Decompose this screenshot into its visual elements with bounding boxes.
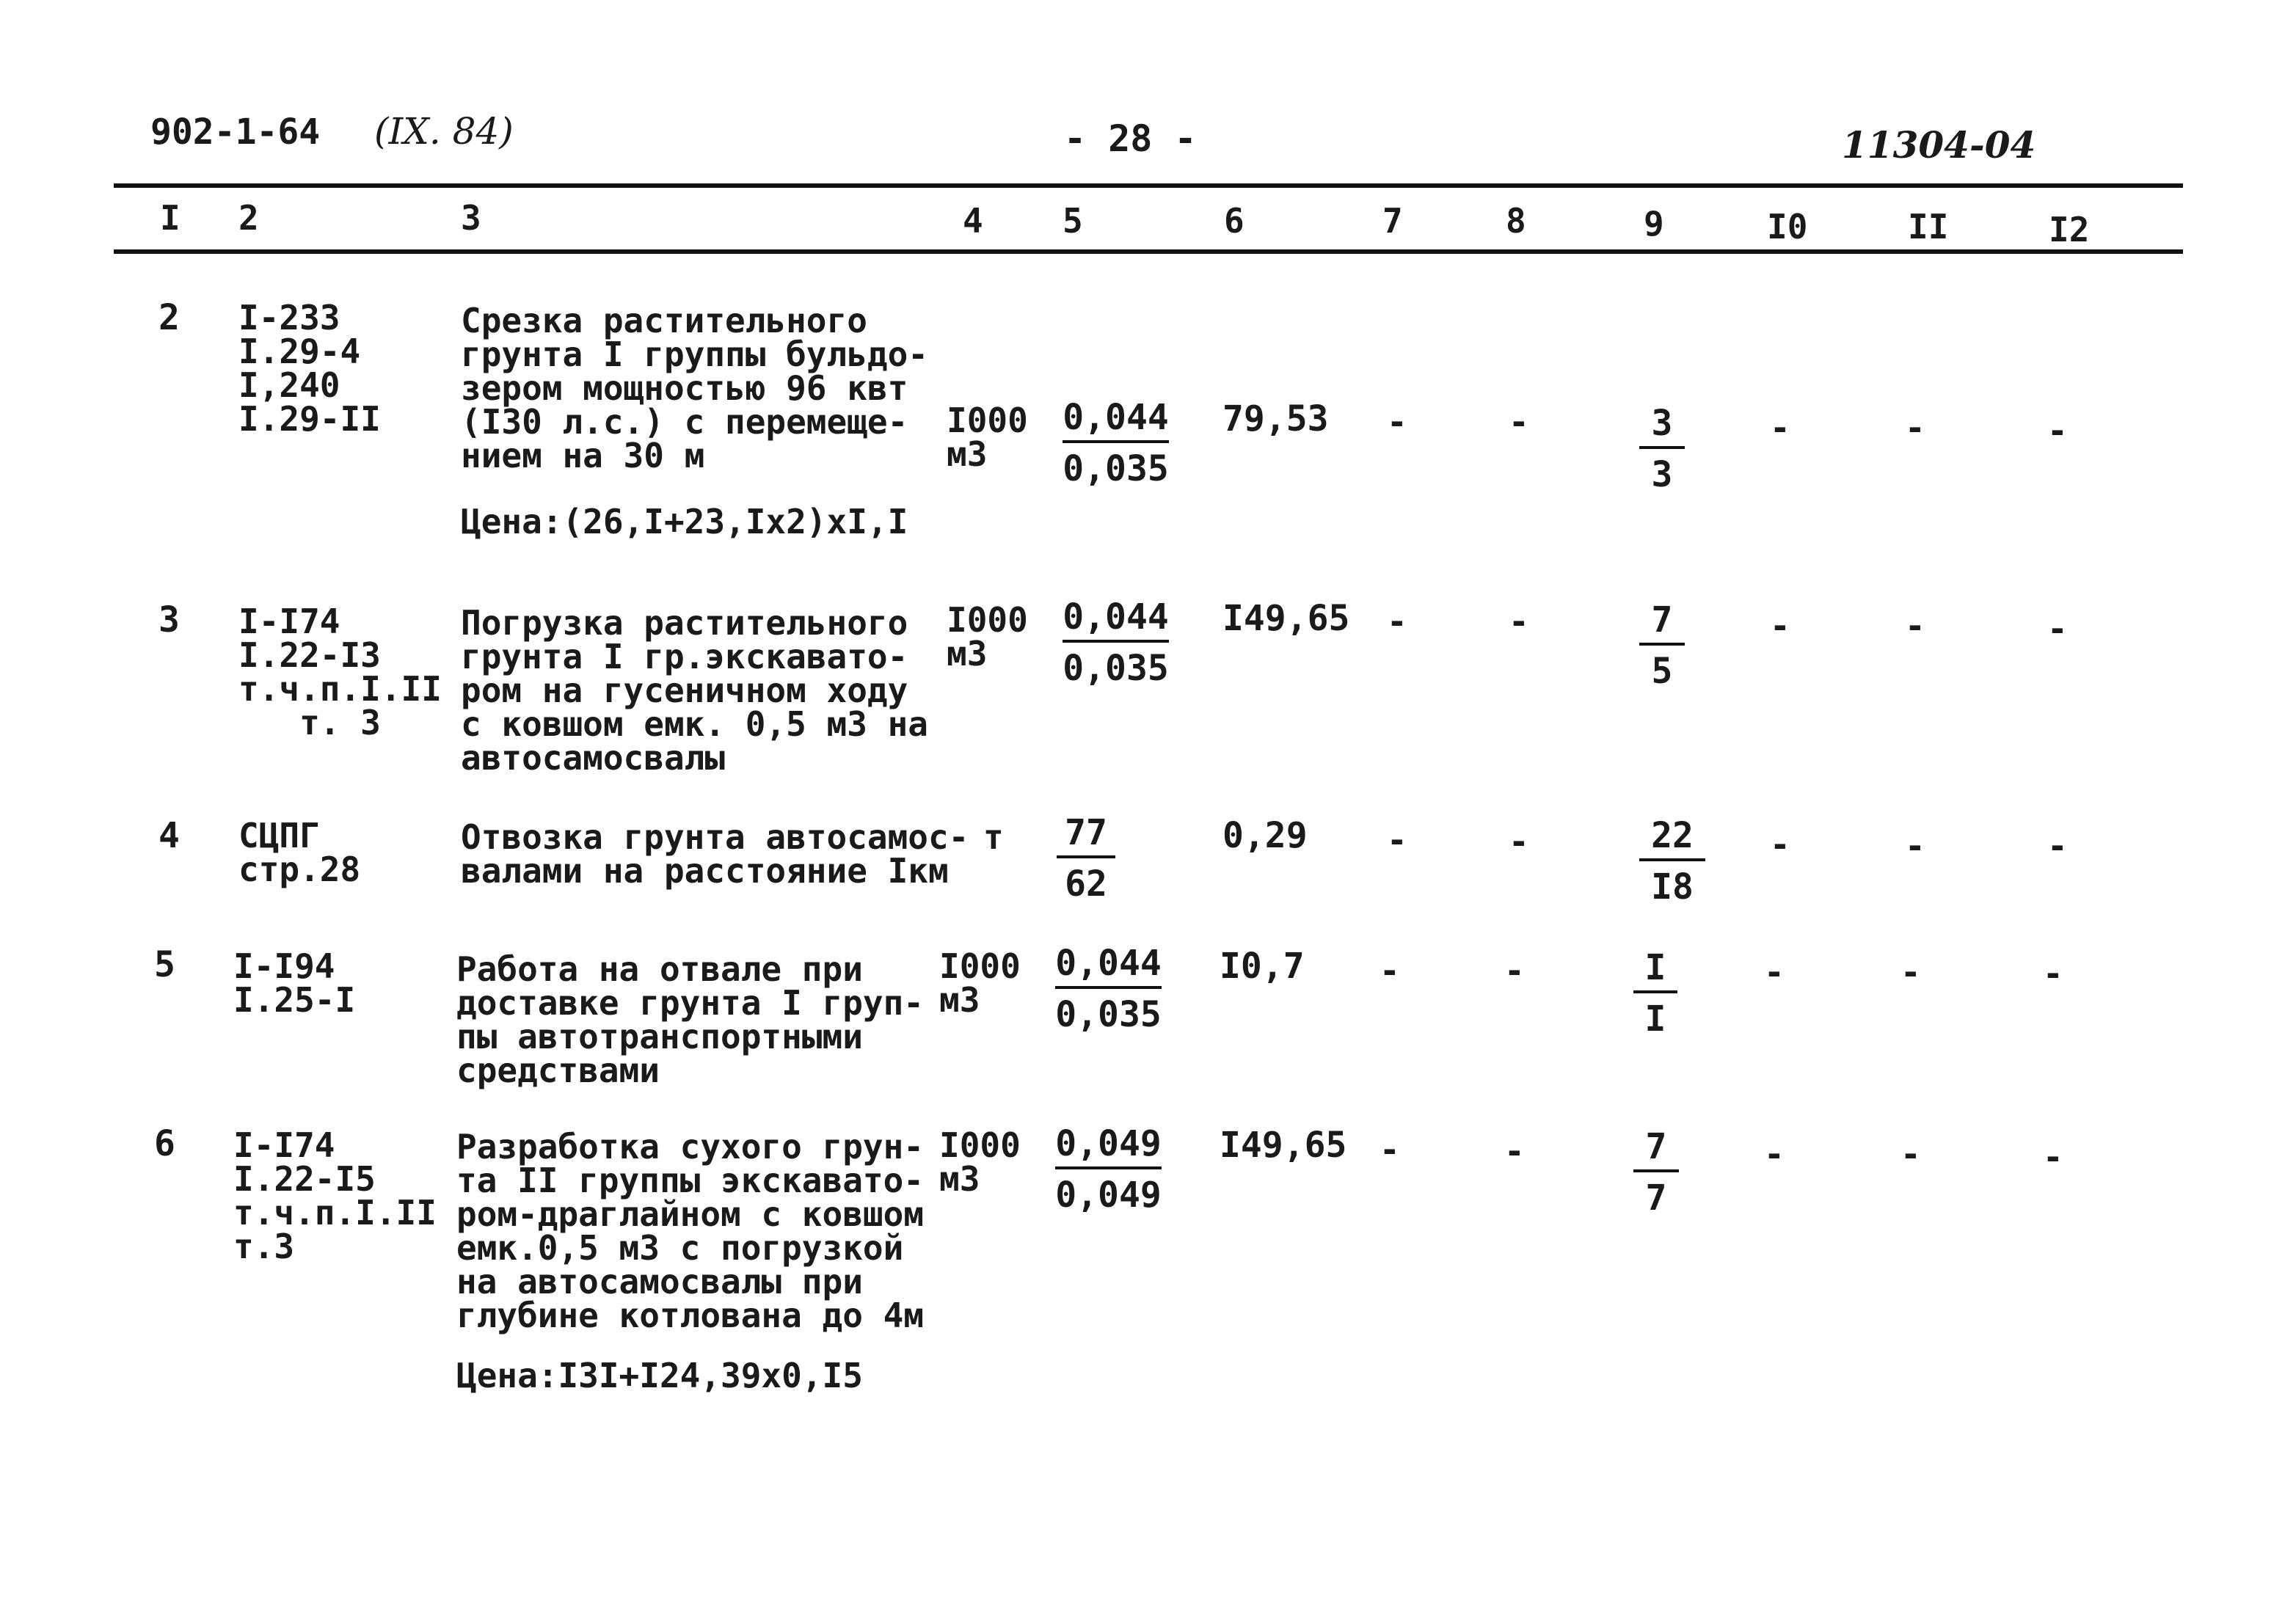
row-code: I-I74 I.22-I3 т.ч.п.I.II т. 3 [238, 602, 442, 742]
col8-value: - [1504, 1131, 1525, 1171]
row-unit: I000 м3 [947, 401, 1028, 474]
row-price-note: Цена:(26,I+23,Ix2)xI,I [461, 502, 908, 541]
col8-value: - [1509, 602, 1529, 641]
fraction-bar [1633, 990, 1677, 993]
row-number: 3 [158, 599, 180, 640]
page-number: - 28 - [1064, 117, 1197, 160]
col9-fraction [1639, 599, 1685, 693]
date-note: (IX. 84) [374, 110, 514, 153]
row-price-note: Цена:I3I+I24,39x0,I5 [456, 1356, 863, 1395]
col5-denominator: 62 [1065, 863, 1107, 905]
col9-numerator: 7 [1651, 599, 1673, 640]
row-unit: т [983, 817, 1004, 857]
col11-value: - [1905, 408, 1925, 448]
document-code: 902-1-64 [150, 112, 321, 153]
col11-value: - [1900, 1134, 1921, 1174]
col9-numerator: I [1644, 947, 1666, 988]
col9-denominator: I [1644, 998, 1666, 1040]
fraction-bar [1639, 446, 1685, 449]
col10-value: - [1764, 1134, 1785, 1174]
row-unit: I000 м3 [939, 946, 1021, 1020]
column-number: 2 [238, 198, 259, 238]
row-description: Работа на отвале при доставке грунта I груп- пы автотранспортными средствами [456, 949, 924, 1090]
col9-numerator: 22 [1651, 815, 1694, 856]
col10-value: - [1764, 952, 1785, 992]
col10-value: - [1770, 408, 1790, 448]
col5-numerator: 0,044 [1063, 596, 1169, 638]
row-description: Срезка растительного грунта I группы бульдо- зером мощностью 96 квт (I30 л.с.) с перемеще- нием на 30 м [461, 301, 928, 475]
col5-numerator: 77 [1065, 812, 1107, 853]
col7-value: - [1387, 820, 1407, 860]
col7-value: - [1380, 951, 1400, 990]
fraction-bar [1055, 986, 1162, 989]
col12-value: - [2047, 826, 2068, 866]
col5-fraction [1055, 942, 1162, 1036]
row-code: I-I94 I.25-I [233, 946, 356, 1020]
row-number: 4 [158, 815, 180, 856]
col7-value: - [1380, 1130, 1400, 1169]
row-number: 6 [154, 1123, 175, 1164]
col5-denominator: 0,049 [1055, 1175, 1162, 1216]
col8-value: - [1509, 402, 1529, 442]
col12-value: - [2047, 411, 2068, 450]
col5-fraction [1057, 811, 1115, 905]
col9-fraction [1633, 1125, 1679, 1219]
col9-fraction [1639, 402, 1685, 496]
col5-numerator: 0,044 [1055, 943, 1162, 984]
column-number: I [160, 198, 181, 238]
column-number: 9 [1644, 204, 1664, 244]
col9-fraction [1639, 814, 1705, 908]
fraction-bar [1057, 855, 1115, 858]
col9-fraction [1633, 946, 1677, 1040]
column-number: 7 [1382, 201, 1403, 241]
col10-value: - [1770, 606, 1790, 646]
col10-value: - [1770, 825, 1790, 864]
row-unit: I000 м3 [947, 600, 1028, 673]
column-header-rule [114, 249, 2183, 254]
fraction-bar [1639, 858, 1705, 861]
col9-denominator: 7 [1645, 1177, 1667, 1219]
col11-value: - [1900, 952, 1921, 992]
col6-value: 79,53 [1222, 398, 1329, 439]
column-number: 4 [963, 201, 983, 241]
fraction-bar [1055, 1166, 1162, 1169]
row-unit: I000 м3 [939, 1125, 1021, 1199]
col5-fraction [1063, 596, 1169, 690]
col9-numerator: 3 [1651, 403, 1673, 444]
column-number: 6 [1224, 201, 1244, 241]
fraction-bar [1063, 640, 1169, 643]
fraction-bar [1639, 643, 1685, 646]
col6-value: I0,7 [1220, 946, 1305, 987]
row-number: 5 [154, 944, 175, 985]
col11-value: - [1905, 826, 1925, 866]
row-code: СЦПГ стр.28 [238, 816, 361, 889]
col5-denominator: 0,035 [1063, 648, 1169, 689]
col6-value: I49,65 [1222, 598, 1350, 639]
col11-value: - [1905, 606, 1925, 646]
column-number: II [1908, 207, 1949, 247]
col5-denominator: 0,035 [1055, 994, 1162, 1035]
row-code: I-I74 I.22-I5 т.ч.п.I.II т.3 [233, 1125, 437, 1266]
row-description: Отвозка грунта автосамос- валами на расстояние Iкм [461, 817, 969, 891]
fraction-bar [1063, 440, 1169, 443]
col9-denominator: 3 [1651, 454, 1673, 495]
col5-numerator: 0,044 [1063, 397, 1169, 438]
col12-value: - [2043, 954, 2063, 993]
col5-fraction [1063, 396, 1169, 490]
row-description: Погрузка растительного грунта I гр.экскавато- ром на гусеничном ходу с ковшом емк. 0,5 м3 на автосамосвалы [461, 603, 928, 778]
row-description: Разработка сухого грун- та II группы экскавато- ром-драглайном с ковшом емк.0,5 м3 с погрузкой на автосамосвалы при глубине котлована до 4м [456, 1127, 924, 1335]
column-number: I2 [2049, 210, 2090, 249]
row-code: I-233 I.29-4 I,240 I.29-II [238, 298, 381, 439]
col5-fraction [1055, 1122, 1162, 1216]
col5-denominator: 0,035 [1063, 448, 1169, 489]
col9-denominator: I8 [1651, 866, 1694, 908]
column-number: 3 [461, 198, 481, 238]
column-number: 5 [1063, 201, 1083, 241]
fraction-bar [1633, 1169, 1679, 1172]
column-number: I0 [1767, 207, 1808, 247]
col12-value: - [2047, 609, 2068, 649]
col8-value: - [1504, 951, 1525, 990]
col9-denominator: 5 [1651, 651, 1673, 692]
col9-numerator: 7 [1645, 1126, 1667, 1167]
col7-value: - [1387, 602, 1407, 641]
archive-number: 11304-04 [1842, 123, 2036, 167]
col6-value: 0,29 [1222, 815, 1308, 856]
row-number: 2 [158, 297, 180, 338]
col6-value: I49,65 [1220, 1125, 1347, 1166]
col7-value: - [1387, 402, 1407, 442]
column-number: 8 [1506, 201, 1526, 241]
col5-numerator: 0,049 [1055, 1123, 1162, 1164]
top-rule [114, 183, 2183, 188]
col12-value: - [2043, 1137, 2063, 1177]
col8-value: - [1509, 822, 1529, 861]
